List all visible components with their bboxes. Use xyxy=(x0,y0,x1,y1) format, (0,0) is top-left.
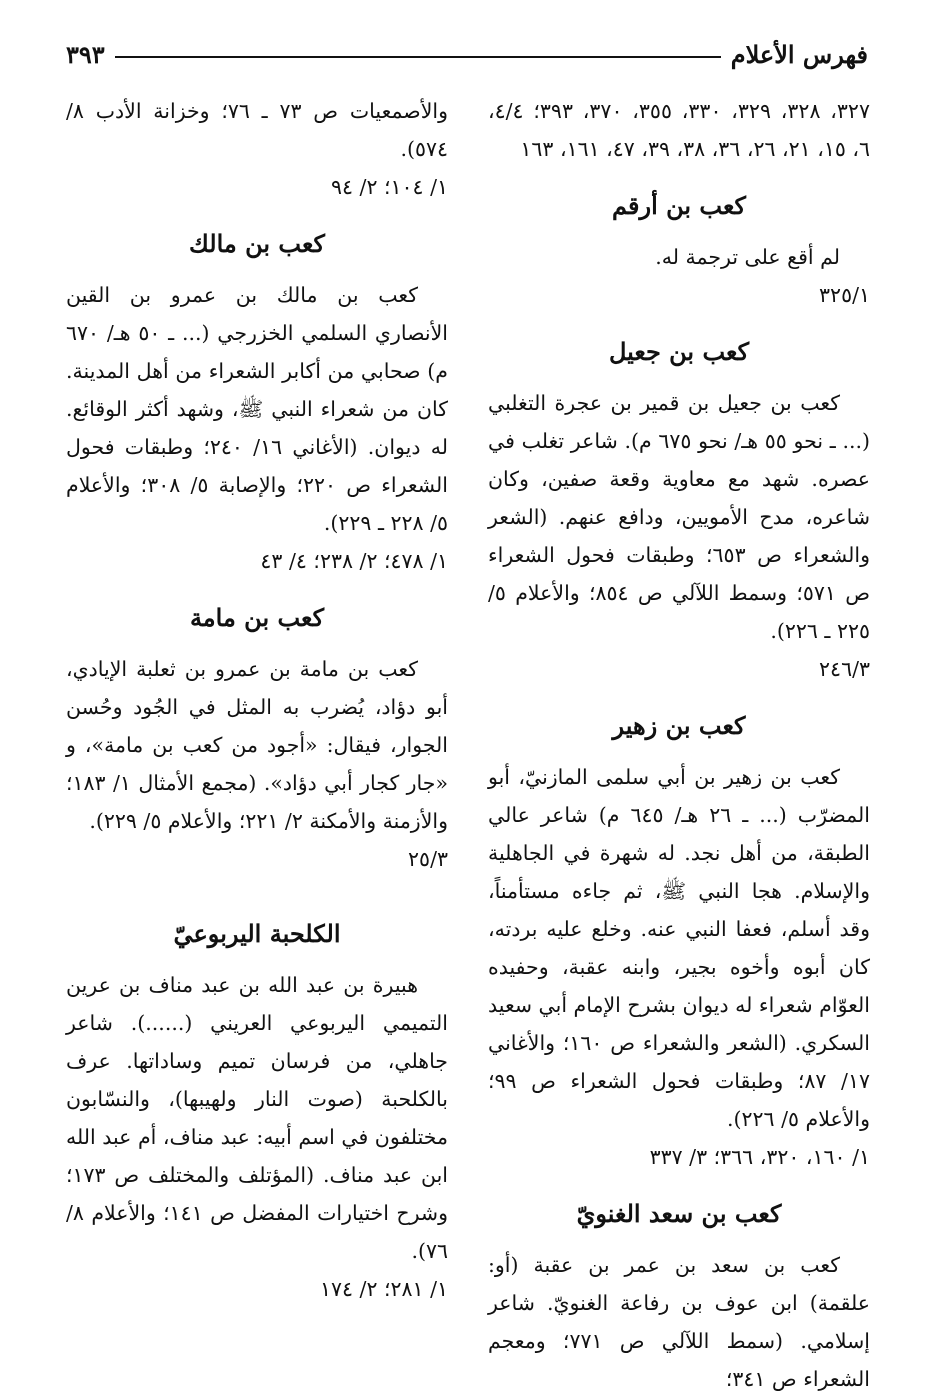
continuation-reference: ١/ ١٠٤؛ ٢/ ٩٤ xyxy=(330,175,448,199)
continuation-refs: ٣٢٧، ٣٢٨، ٣٢٩، ٣٣٠، ٣٥٥، ٣٧٠، ٣٩٣؛ ٤/٤، ٦، ١٥، ٢١، ٢٦، ٣٦، ٣٨، ٣٩، ٤٧، ١٦١، ١٦٣ xyxy=(488,99,870,161)
entry-body: كعب بن سعد بن عمر بن عقبة (أو: علقمة) ابن عوف بن رفاعة الغنويّ. شاعر إسلامي. (سمط اللآلي ص ٧٧١؛ ومعجم الشعراء ص ٣٤١؛ xyxy=(488,1253,871,1391)
entry-body: كعب بن زهير بن أبي سلمى المازنيّ، أبو المضرّب (... ـ ٢٦ هـ/ ٦٤٥ م) شاعر عالي الطبقة، من أهل نجد. له شهرة في الجاهلية والإسلام. هجا النبي ﷺ، ثم جاءه مستأمناً، وقد أسلم، فعفا النبي عنه. وخلع عليه بردته، كان أبوه وأخوه بجير، وابنه عقبة، وحفيده العوّام شعراء له ديوان بشرح الإمام أبي سعيد السكري. (الشعر والشعراء ص ١٦٠؛ والأغاني ١٧/ ٨٧؛ وطبقات فحول الشعراء ص ٩٩؛ والأعلام ٥/ ٢٢٦). xyxy=(488,765,871,1131)
entry-kaab-bin-mama xyxy=(66,598,448,878)
entry-kaab-bin-juayl xyxy=(488,332,870,688)
entry-kaab-bin-malik xyxy=(66,224,448,580)
entry-title: كعب بن مالك xyxy=(189,229,325,258)
entry-title: كعب بن أرقم xyxy=(612,191,746,220)
entry-body: هبيرة بن عبد الله بن عبد مناف بن عرين التميمي اليربوعي العريني (......). شاعر جاهلي، من فرسان تميم وساداتها. عرف بالكلحبة (صوت النار ولهيبها)، والنسّابون مختلفون في اسم أبيه: عبد مناف، أم عبد الله ابن عبد مناف. (المؤتلف والمختلف ص ١٧٣؛ وشرح اختيارات المفضل ص ١٤١؛ والأعلام ٨/ ٧٦). xyxy=(66,973,448,1263)
entry-reference: ١/ ٤٧٨؛ ٢/ ٢٣٨؛ ٤/ ٤٣ xyxy=(260,549,448,573)
entry-kaab-bin-zuhayr xyxy=(488,706,870,1176)
entry-al-kalhaba xyxy=(66,914,448,1308)
header-rule xyxy=(115,56,721,58)
entry-body: لم أقع على ترجمة له. xyxy=(655,245,840,269)
entry-title: كعب بن جعيل xyxy=(608,337,750,366)
entry-reference: ١/ ١٦٠، ٣٢٠، ٣٦٦؛ ٣/ ٣٣٧ xyxy=(649,1145,870,1169)
entry-title: كعب بن سعد الغنويّ xyxy=(576,1199,782,1228)
continuation-text: والأصمعيات ص ٧٣ ـ ٧٦؛ وخزانة الأدب ٨/ ٥٧٤). xyxy=(66,99,449,161)
entry-body: كعب بن مامة بن عمرو بن ثعلبة الإيادي، أبو دؤاد، يُضرب به المثل في الجُود وحُسن الجوار، فيقال: «أجود من كعب بن مامة»، و «جار كجار أبي دؤاد». (مجمع الأمثال ١/ ١٨٣؛ والأزمنة والأمكنة ٢/ ٢٢١؛ والأعلام ٥/ ٢٢٩). xyxy=(66,657,448,833)
entry-kaab-bin-saad xyxy=(488,1194,870,1398)
entry-reference: ٣٢٥/١ xyxy=(819,283,870,307)
entry-body: كعب بن جعيل بن قمير بن عجرة التغلبي (... ـ نحو ٥٥ هـ/ نحو ٦٧٥ م). شاعر تغلب في عصره. شهد مع معاوية وقعة صفين، وكان شاعره، مدح الأمويين، ودافع عنهم. (الشعر والشعراء ص ٦٥٣؛ وطبقات فحول الشعراء ص ٥٧١؛ وسمط اللآلي ص ٨٥٤؛ والأعلام ٥/ ٢٢٥ ـ ٢٢٦). xyxy=(488,391,870,643)
entry-reference: ١/ ٢٨١؛ ٢/ ١٧٤ xyxy=(319,1277,448,1301)
entry-title: كعب بن مامة xyxy=(189,603,325,632)
right-column xyxy=(488,92,870,1398)
left-column xyxy=(66,92,448,1308)
page-header xyxy=(66,34,868,74)
entry-reference: ٢٥/٣ xyxy=(408,847,448,871)
entry-title: الكلحبة اليربوعيّ xyxy=(173,919,341,948)
running-title: فهرس الأعلام xyxy=(730,39,868,69)
entry-reference: ٢٤٦/٣ xyxy=(819,657,870,681)
page-number: ٣٩٣ xyxy=(66,39,105,69)
entry-body: كعب بن مالك بن عمرو بن القين الأنصاري السلمي الخزرجي (... ـ ٥٠ هـ/ ٦٧٠ م) صحابي من أكابر الشعراء من أهل المدينة. كان من شعراء النبي ﷺ، وشهد أكثر الوقائع. له ديوان. (الأغاني ١٦/ ٢٤٠؛ وطبقات فحول الشعراء ص ٢٢٠؛ والإصابة ٥/ ٣٠٨؛ والأعلام ٥/ ٢٢٨ ـ ٢٢٩). xyxy=(66,283,448,535)
entry-title: كعب بن زهير xyxy=(612,711,746,740)
entry-kaab-bin-arqam xyxy=(488,186,870,314)
